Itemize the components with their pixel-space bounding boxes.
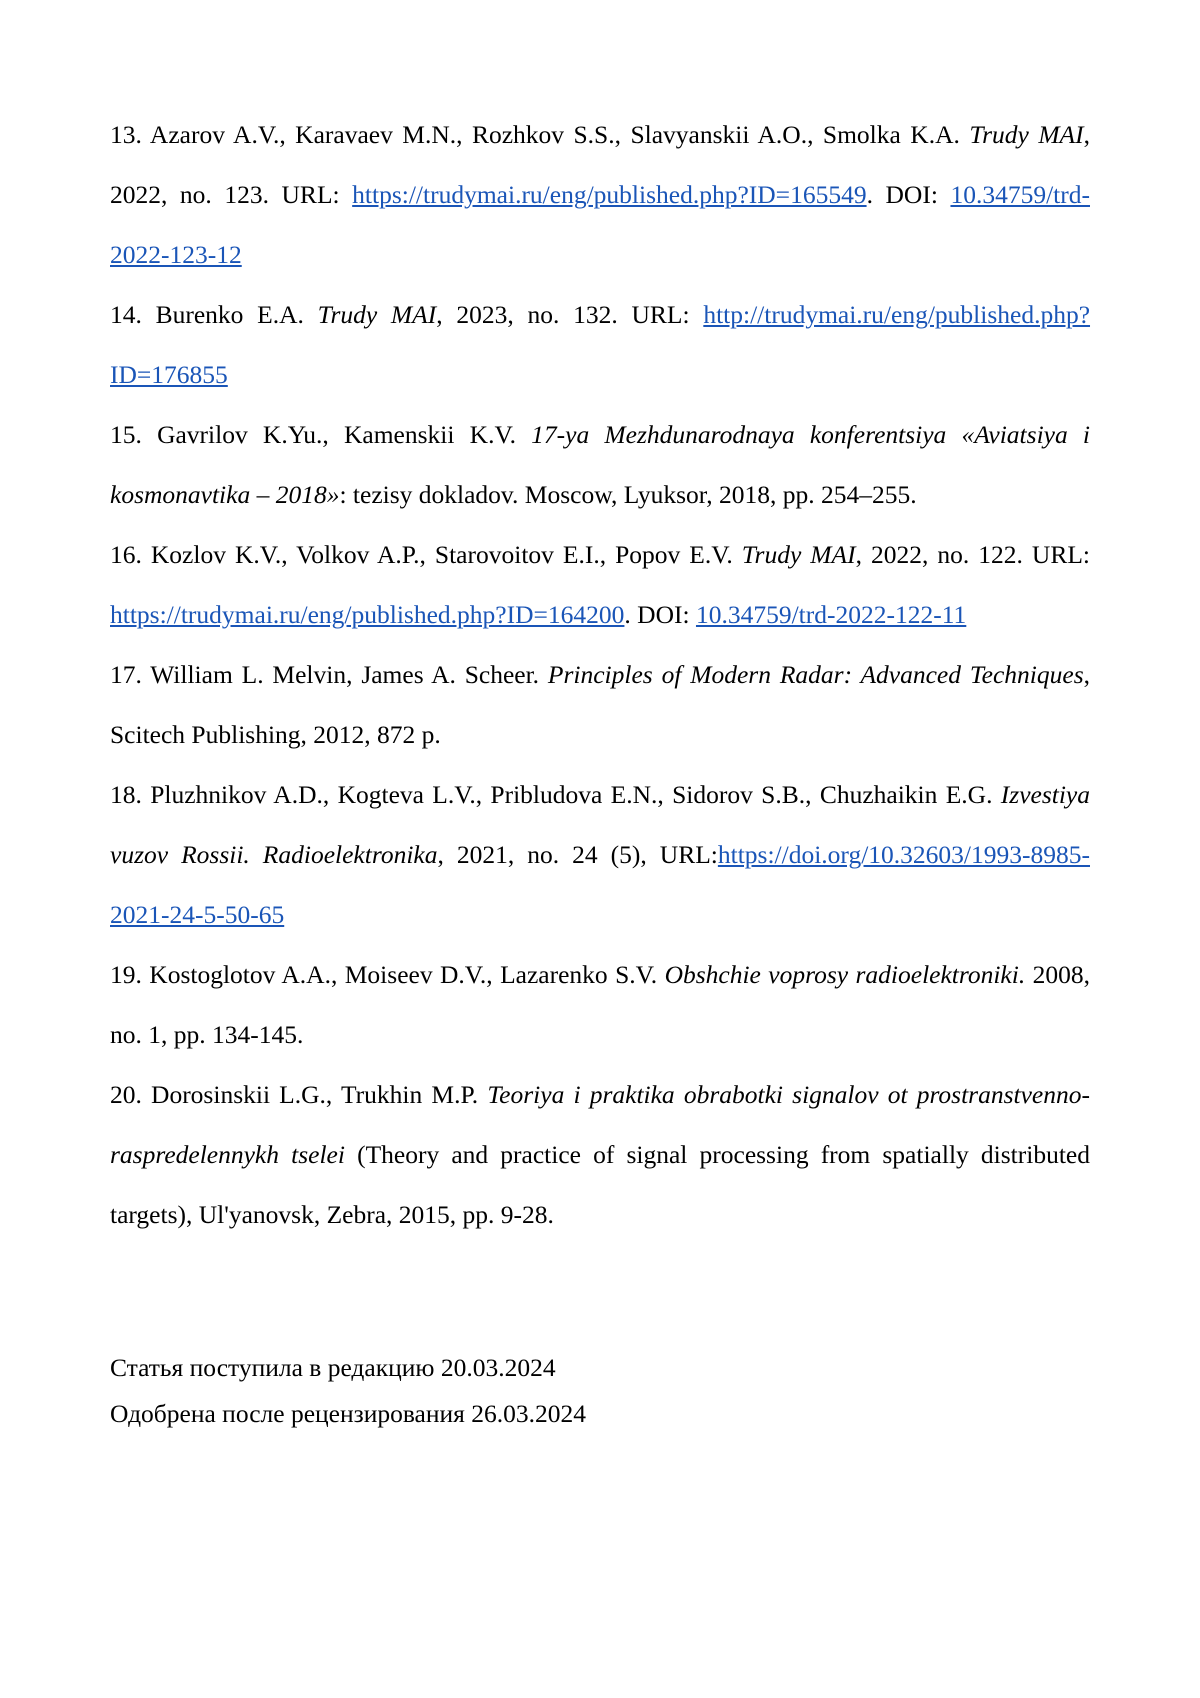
reference-text: . DOI: [866, 180, 951, 209]
reference-link[interactable]: 10.34759/trd-2022-122-11 [695, 600, 967, 629]
reference-link[interactable]: 10.34759/trd-2022-123-12 [110, 180, 1090, 269]
submission-date: Статья поступила в редакцию 20.03.2024 [110, 1353, 556, 1382]
reference-text: , 2021, no. 24 (5), URL: [437, 840, 718, 869]
reference-text: . DOI: [624, 600, 696, 629]
reference-link[interactable]: http://trudymai.ru/eng/published.php?ID=176855 [110, 300, 1091, 389]
reference-item [110, 105, 1090, 285]
reference-title-italic: Trudy MAI [969, 120, 1084, 149]
reference-text: 18. Pluzhnikov A.D., Kogteva L.V., Pribludova E.N., Sidorov S.B., Chuzhaikin E.G. [110, 780, 1001, 809]
reference-text: 19. Kostoglotov A.A., Moiseev D.V., Lazarenko S.V. [110, 960, 665, 989]
reference-text: : tezisy dokladov. Moscow, Lyuksor, 2018, pp. 254–255. [339, 480, 917, 509]
reference-title-italic: Trudy MAI [317, 300, 437, 329]
reference-item [110, 285, 1090, 405]
reference-title-italic: Obshchie voprosy radioelektroniki. [664, 960, 1026, 989]
reference-text: (Theory and practice of signal processing from spatially distributed targets), Ul'yanovsk, Zebra, 2015, pp. 9-28. [110, 1140, 1090, 1229]
reference-text: 13. Azarov A.V., Karavaev M.N., Rozhkov S.S., Slavyanskii A.O., Smolka K.A. [110, 120, 970, 149]
reference-item [110, 1065, 1090, 1245]
reference-text: 20. Dorosinskii L.G., Trukhin M.P. [110, 1080, 488, 1109]
reference-title-italic: Trudy MAI [741, 540, 856, 569]
reference-text: 15. Gavrilov K.Yu., Kamenskii K.V. [110, 420, 532, 449]
reference-link[interactable]: https://doi.org/10.32603/1993-8985-2021-24-5-50-65 [110, 840, 1090, 929]
reference-title-italic: Teoriya i praktika obrabotki signalov ot prostranstvenno-raspredelennykh tselei [110, 1080, 1090, 1169]
reference-text: , 2023, no. 132. URL: [436, 300, 704, 329]
reference-text: 16. Kozlov K.V., Volkov A.P., Starovoitov E.I., Popov E.V. [110, 540, 742, 569]
reference-text: , 2022, no. 123. URL: [110, 120, 1091, 209]
reference-text: , Scitech Publishing, 2012, 872 p. [110, 660, 1090, 749]
reference-item [110, 405, 1090, 525]
reference-item [110, 645, 1090, 765]
reference-list [110, 105, 1090, 1245]
reference-title-italic: Izvestiya vuzov Rossii. Radioelektronika [110, 780, 1090, 869]
reference-item [110, 525, 1090, 645]
reference-item [110, 945, 1090, 1065]
reference-title-italic: Principles of Modern Radar: Advanced Techniques [547, 660, 1084, 689]
reference-title-italic: 17-ya Mezhdunarodnaya konferentsiya «Aviatsiya i kosmonavtika – 2018» [110, 420, 1090, 509]
reference-link[interactable]: https://trudymai.ru/eng/published.php?ID=164200 [110, 600, 625, 629]
editorial-dates [110, 1345, 586, 1437]
reference-text: 14. Burenko E.A. [110, 300, 318, 329]
approval-date: Одобрена после рецензирования 26.03.2024 [110, 1399, 587, 1428]
reference-item [110, 765, 1090, 945]
reference-link[interactable]: https://trudymai.ru/eng/published.php?ID=165549 [352, 180, 867, 209]
reference-text: , 2022, no. 122. URL: [855, 540, 1090, 569]
reference-text: 17. William L. Melvin, James A. Scheer. [110, 660, 548, 689]
reference-text: 2008, no. 1, pp. 134-145. [110, 960, 1091, 1049]
